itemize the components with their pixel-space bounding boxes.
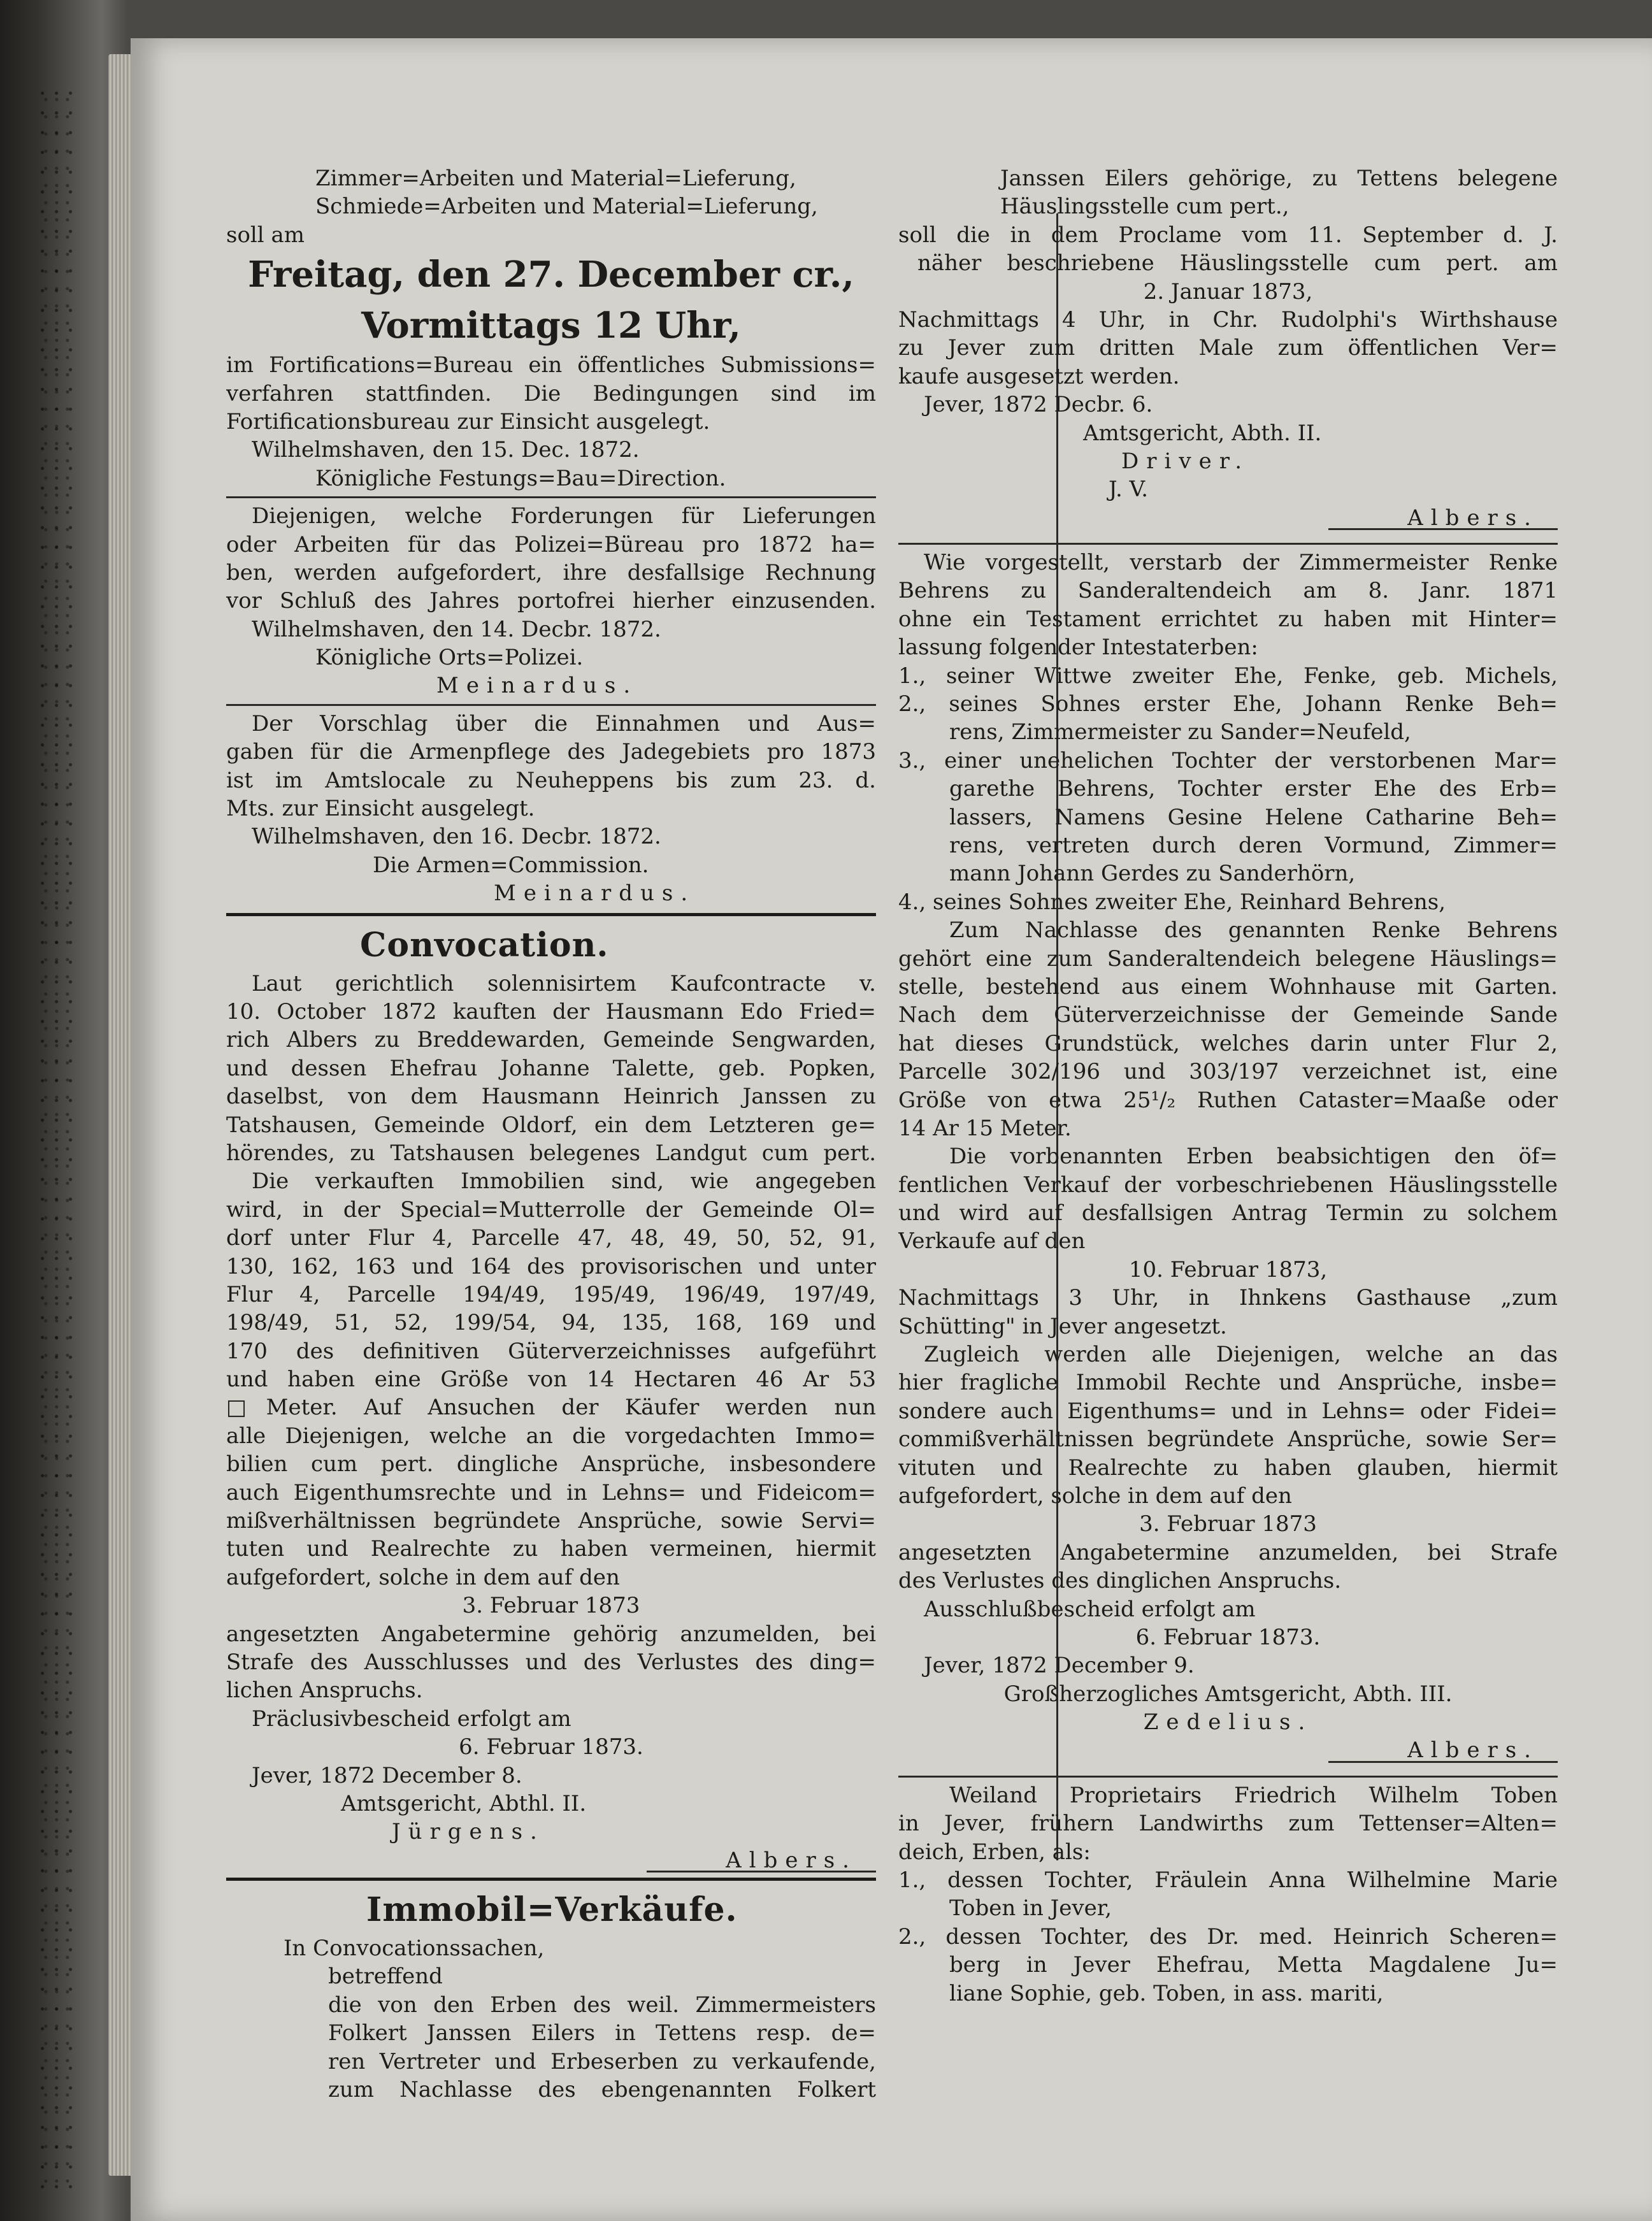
text-line: ist im Amtslocale zu Neuheppens bis zum 23. d. bbox=[226, 767, 876, 793]
text-line: gaben für die Armenpflege des Jadegebiets pro 1873 bbox=[226, 739, 876, 765]
clerk-signature: Albers. bbox=[1407, 505, 1539, 531]
text-line: Weiland Proprietairs Friedrich Wilhelm Toben bbox=[949, 1782, 1558, 1808]
text-line: verfahren stattfinden. Die Bedingungen sind im bbox=[226, 380, 876, 406]
text-line: betreffend bbox=[328, 1964, 443, 1990]
heir-line: mann Johann Gerdes zu Sanderhörn, bbox=[949, 861, 1356, 887]
text-line: und wird auf desfallsigen Antrag Termin zu solchem bbox=[898, 1200, 1558, 1226]
text-line: In Convocationssachen, bbox=[284, 1936, 545, 1962]
heir-line: liane Sophie, geb. Toben, in ass. mariti, bbox=[949, 1980, 1384, 2006]
text-line: aufgefordert, solche in dem auf den bbox=[226, 1564, 620, 1590]
heir-line: 1., seiner Wittwe zweiter Ehe, Fenke, geb. Michels, bbox=[898, 663, 1558, 689]
notice-poor-relief bbox=[226, 710, 876, 908]
text-line: Zugleich werden alle Diejenigen, welche an das bbox=[924, 1342, 1558, 1368]
text-line: Zimmer=Arbeiten und Material=Lieferung, bbox=[315, 166, 796, 191]
notice-convocation bbox=[226, 921, 876, 1873]
text-line: Wie vorgestellt, verstarb der Zimmermeister Renke bbox=[924, 550, 1558, 576]
text-line: ohne ein Testament errichtet zu haben mit Hinter= bbox=[898, 606, 1558, 632]
sale-date: 10. Februar 1873, bbox=[1128, 1256, 1328, 1283]
notice-eilers-continued bbox=[898, 164, 1558, 530]
heir-line: 3., einer unehelichen Tochter der verstorbenen Mar= bbox=[898, 747, 1558, 773]
text-line: aufgefordert, solche in dem auf den bbox=[898, 1483, 1292, 1509]
notice-fortification bbox=[226, 164, 876, 492]
authority: Die Armen=Commission. bbox=[373, 852, 649, 878]
right-column bbox=[898, 164, 1558, 2008]
headline-date: Freitag, den 27. December cr., bbox=[248, 254, 854, 296]
notice-behrens bbox=[898, 549, 1558, 1763]
text-line: vor Schluß des Jahres portofrei hierher einzusenden. bbox=[226, 588, 876, 614]
text-line: lassung folgender Intestaterben: bbox=[898, 635, 1258, 661]
text-line: 198/49, 51, 52, 199/54, 94, 135, 168, 169 und bbox=[226, 1310, 876, 1336]
heir-line: garethe Behrens, Tochter erster Ehe des Erb= bbox=[949, 776, 1558, 802]
separator bbox=[226, 1878, 876, 1881]
place-date: Wilhelmshaven, den 14. Decbr. 1872. bbox=[252, 616, 661, 642]
text-line: lichen Anspruchs. bbox=[226, 1678, 423, 1704]
notice-immobil bbox=[226, 1886, 876, 2104]
text-line: hat dieses Grundstück, welches darin unter Flur 2, bbox=[898, 1030, 1558, 1056]
text-line: Behrens zu Sanderaltendeich am 8. Janr. 1871 bbox=[898, 578, 1558, 604]
text-line: Nachmittags 4 Uhr, in Chr. Rudolphi's Wirthshause bbox=[898, 306, 1558, 333]
text-line: des Verlustes des dinglichen Anspruchs. bbox=[898, 1568, 1342, 1594]
notice-police bbox=[226, 502, 876, 700]
term-date: 3. Februar 1873 bbox=[1139, 1511, 1317, 1537]
place-date: Jever, 1872 December 8. bbox=[252, 1762, 522, 1788]
notice-toben bbox=[898, 1781, 1558, 2008]
place-date: Jever, 1872 December 9. bbox=[924, 1653, 1195, 1679]
place-date: Wilhelmshaven, den 15. Dec. 1872. bbox=[252, 437, 640, 463]
text-line: Die vorbenannten Erben beabsichtigen den öf= bbox=[949, 1144, 1558, 1170]
section-heading: Immobil=Verkäufe. bbox=[366, 1890, 738, 1930]
heir-line: rens, vertreten durch deren Vormund, Zimmer= bbox=[949, 832, 1558, 858]
page-content bbox=[226, 38, 1652, 2221]
text-line: stelle, bestehend aus einem Wohnhause mit Garten. bbox=[898, 974, 1558, 1000]
text-line: Verkaufe auf den bbox=[898, 1228, 1086, 1254]
text-line: näher beschriebene Häuslingsstelle cum pert. am bbox=[917, 250, 1558, 277]
heir-line: 1., dessen Tochter, Fräulein Anna Wilhelmine Marie bbox=[898, 1867, 1558, 1894]
text-line: Janssen Eilers gehörige, zu Tettens belegene bbox=[1000, 166, 1558, 191]
decision-line: Präclusivbescheid erfolgt am bbox=[252, 1706, 571, 1732]
text-line: Zum Nachlasse des genannten Renke Behrens bbox=[949, 917, 1558, 944]
text-line: hörendes, zu Tatshausen belegenes Landgut cum pert. bbox=[226, 1140, 876, 1166]
text-line: □Meter. Auf Ansuchen der Käufer werden nun bbox=[226, 1395, 876, 1421]
text-line: fentlichen Verkauf der vorbeschriebenen Häuslingsstelle bbox=[898, 1172, 1558, 1198]
text-line: hier fragliche Immobil Rechte und Ansprüche, insbe= bbox=[898, 1370, 1558, 1396]
separator bbox=[226, 704, 876, 706]
judge-signature: Jürgens. bbox=[392, 1819, 545, 1845]
place-date: Jever, 1872 Decbr. 6. bbox=[924, 392, 1153, 418]
term-date: 3. Februar 1873 bbox=[462, 1593, 640, 1619]
text-line: kaufe ausgesetzt werden. bbox=[898, 363, 1180, 389]
text-line: die von den Erben des weil. Zimmermeisters bbox=[328, 1992, 876, 2018]
decision-date: 6. Februar 1873. bbox=[1135, 1624, 1321, 1650]
heir-line: lassers, Namens Gesine Helene Catharine Beh= bbox=[949, 804, 1558, 830]
text-line: ren Vertreter und Erbeserben zu verkaufende, bbox=[328, 2048, 876, 2074]
text-line: 10. October 1872 kauften der Hausmann Edo Fried= bbox=[226, 998, 876, 1024]
court: Amtsgericht, Abth. II. bbox=[1083, 420, 1322, 446]
judge-signature: Driver. bbox=[1121, 448, 1250, 474]
text-line: Die verkauften Immobilien sind, wie angegeben bbox=[252, 1168, 876, 1195]
text-line: Tatshausen, Gemeinde Oldorf, ein dem Letzteren ge= bbox=[226, 1112, 876, 1138]
text-line: zu Jever zum dritten Male zum öffentlichen Ver= bbox=[898, 335, 1558, 361]
text-line: 130, 162, 163 und 164 des provisorischen und unter bbox=[226, 1253, 876, 1279]
text-line: alle Diejenigen, welche an die vorgedachten Immo= bbox=[226, 1423, 876, 1449]
text-line: Nachmittags 3 Uhr, in Ihnkens Gasthause „zum bbox=[898, 1285, 1558, 1311]
text-line: Strafe des Ausschlusses und des Verlustes des ding= bbox=[226, 1649, 876, 1675]
heir-line: berg in Jever Ehefrau, Metta Magdalene Ju= bbox=[949, 1952, 1558, 1978]
text-line: gehört eine zum Sanderaltendeich belegene Häuslings= bbox=[898, 945, 1558, 972]
text-line: und dessen Ehefrau Johanne Talette, geb. Popken, bbox=[226, 1055, 876, 1081]
text-line: deich, Erben, als: bbox=[898, 1839, 1091, 1865]
section-heading: Convocation. bbox=[360, 925, 609, 965]
heir-line: rens, Zimmermeister zu Sander=Neufeld, bbox=[949, 719, 1411, 745]
text-line: ben, werden aufgefordert, ihre desfallsige Rechnung bbox=[226, 559, 876, 586]
sale-date: 2. Januar 1873, bbox=[1143, 278, 1313, 305]
signature: Königliche Festungs=Bau=Direction. bbox=[315, 465, 726, 491]
text-line: dorf unter Flur 4, Parcelle 47, 48, 49, 50, 52, 91, bbox=[226, 1225, 876, 1251]
headline-time: Vormittags 12 Uhr, bbox=[361, 305, 741, 347]
text-line: Mts. zur Einsicht ausgelegt. bbox=[226, 796, 535, 822]
signature: Meinardus. bbox=[494, 880, 696, 907]
book-edge-stains bbox=[38, 89, 76, 2192]
text-line: Diejenigen, welche Forderungen für Lieferungen bbox=[252, 503, 876, 529]
clerk-signature: Albers. bbox=[1407, 1737, 1539, 1764]
separator bbox=[226, 913, 876, 916]
heir-line: 4., seines Sohnes zweiter Ehe, Reinhard Behrens, bbox=[898, 889, 1446, 915]
heir-line: Toben in Jever, bbox=[949, 1895, 1112, 1922]
text-line: rich Albers zu Breddewarden, Gemeinde Sengwarden, bbox=[226, 1027, 876, 1053]
text-line: Parcelle 302/196 und 303/197 verzeichnet ist, eine bbox=[898, 1059, 1558, 1085]
text-line: Schmiede=Arbeiten und Material=Lieferung, bbox=[315, 194, 818, 220]
text-line: 170 des definitiven Güterverzeichnisses aufgeführt bbox=[226, 1338, 876, 1364]
text-line: Größe von etwa 25¹/₂ Ruthen Cataster=Maaße oder bbox=[898, 1087, 1558, 1113]
text-line: Fortificationsbureau zur Einsicht ausgelegt. bbox=[226, 408, 710, 435]
authority: Königliche Orts=Polizei. bbox=[315, 645, 584, 671]
separator bbox=[226, 496, 876, 498]
separator bbox=[898, 1776, 1558, 1778]
place-date: Wilhelmshaven, den 16. Decbr. 1872. bbox=[252, 824, 661, 850]
heir-line: 2., dessen Tochter, des Dr. med. Heinrich Scheren= bbox=[898, 1923, 1558, 1950]
text-line: in Jever, frühern Landwirths zum Tettenser=Alten= bbox=[898, 1811, 1558, 1837]
text-line: sondere auch Eigenthums= und in Lehns= oder Fidei= bbox=[898, 1398, 1558, 1424]
text-line: wird, in der Special=Mutterrolle der Gemeinde Ol= bbox=[226, 1197, 876, 1223]
text-line: 14 Ar 15 Meter. bbox=[898, 1115, 1072, 1141]
text-line: Schütting" in Jever angesetzt. bbox=[898, 1313, 1227, 1339]
text-line: commißverhältnissen begründete Ansprüche, sowie Ser= bbox=[898, 1427, 1558, 1453]
text-line: mißverhältnissen begründete Ansprüche, sowie Servi= bbox=[226, 1508, 876, 1534]
text-line: Nach dem Güterverzeichnisse der Gemeinde Sande bbox=[898, 1002, 1558, 1028]
text-line: zum Nachlasse des ebengenannten Folkert bbox=[328, 2077, 876, 2103]
text-line: angesetzten Angabetermine anzumelden, bei Strafe bbox=[898, 1539, 1558, 1565]
text-line: Häuslingsstelle cum pert., bbox=[1000, 194, 1289, 220]
judge-signature: Zedelius. bbox=[1143, 1709, 1313, 1736]
text-line: vituten und Realrechte zu haben glauben, hiermit bbox=[898, 1455, 1558, 1481]
text-line: soll am bbox=[226, 222, 305, 248]
heir-line: 2., seines Sohnes erster Ehe, Johann Renke Beh= bbox=[898, 691, 1558, 717]
text-line: und haben eine Größe von 14 Hectaren 46 Ar 53 bbox=[226, 1367, 876, 1393]
text-line: Flur 4, Parcelle 194/49, 195/49, 196/49, 197/49, bbox=[226, 1281, 876, 1307]
signature: Meinardus. bbox=[436, 673, 638, 699]
text-line: bilien cum pert. dingliche Ansprüche, insbesondere bbox=[226, 1451, 876, 1477]
clerk-signature: Albers. bbox=[726, 1847, 857, 1873]
text-line: Folkert Janssen Eilers in Tettens resp. de= bbox=[328, 2020, 876, 2046]
decision-date: 6. Februar 1873. bbox=[459, 1734, 643, 1760]
court: Großherzogliches Amtsgericht, Abth. III. bbox=[1003, 1681, 1453, 1707]
text-line: soll die in dem Proclame vom 11. September d. J. bbox=[898, 222, 1558, 248]
decision-line: Ausschlußbescheid erfolgt am bbox=[924, 1596, 1256, 1622]
separator bbox=[898, 543, 1558, 545]
left-column bbox=[226, 164, 876, 2104]
text-line: daselbst, von dem Hausmann Heinrich Janssen zu bbox=[226, 1084, 876, 1110]
text-line: angesetzten Angabetermine gehörig anzumelden, bei bbox=[226, 1621, 876, 1647]
court: Amtsgericht, Abthl. II. bbox=[341, 1790, 587, 1816]
text-line: auch Eigenthumsrechte und in Lehns= und Fideicom= bbox=[226, 1479, 876, 1506]
text-line: oder Arbeiten für das Polizei=Büreau pro 1872 ha= bbox=[226, 531, 876, 557]
text-line: im Fortifications=Bureau ein öffentliches Submissions= bbox=[226, 352, 876, 378]
text-line: tuten und Realrechte zu haben vermeinen, hiermit bbox=[226, 1536, 876, 1562]
newspaper-page bbox=[131, 38, 1652, 2221]
deputy: J. V. bbox=[1109, 477, 1149, 503]
text-line: Laut gerichtlich solennisirtem Kaufcontracte v. bbox=[252, 970, 876, 996]
text-line: Der Vorschlag über die Einnahmen und Aus= bbox=[252, 710, 876, 737]
